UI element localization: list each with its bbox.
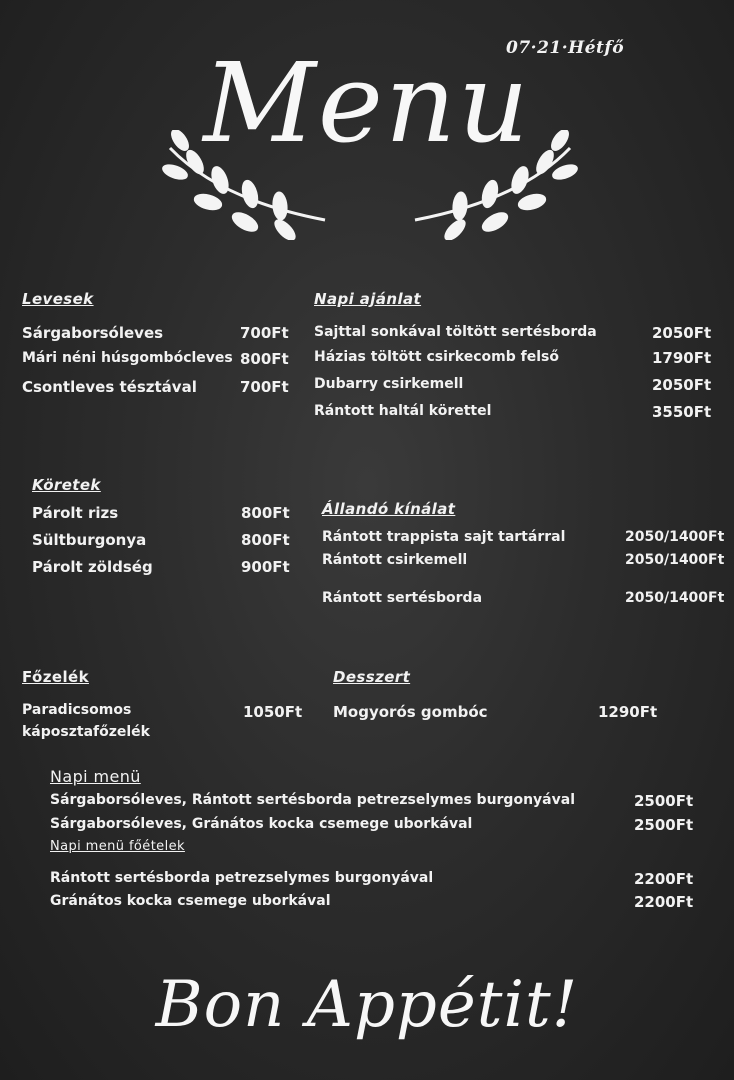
napi-ajanlat-heading: Napi ajánlat: [314, 290, 422, 308]
koretek-item-name: Párolt zöldség: [32, 558, 153, 576]
napi-menu-heading: Napi menü: [50, 767, 141, 786]
levesek-item-name: Mári néni húsgombócleves: [22, 350, 233, 366]
levesek-item-name: Sárgaborsóleves: [22, 324, 164, 342]
napi-menu-foetel-name: Gránátos kocka csemege uborkával: [50, 893, 331, 909]
levesek-item-price: 700Ft: [240, 324, 289, 342]
allando-item-price: 2050/1400Ft: [625, 590, 725, 606]
levesek-item-price: 700Ft: [240, 378, 289, 396]
allando-item-name: Rántott sertésborda: [322, 590, 483, 606]
napi-menu-item-price: 2500Ft: [634, 792, 694, 810]
koretek-item-price: 800Ft: [241, 531, 290, 549]
koretek-heading: Köretek: [32, 476, 101, 494]
levesek-heading: Levesek: [22, 290, 94, 308]
koretek-item-price: 800Ft: [241, 504, 290, 522]
napi-ajanlat-item-name: Sajttal sonkával töltött sertésborda: [314, 324, 597, 340]
napi-ajanlat-item-price: 2050Ft: [652, 376, 712, 394]
koretek-item-name: Párolt rizs: [32, 504, 119, 522]
napi-ajanlat-item-price: 2050Ft: [652, 324, 712, 342]
allando-item-price: 2050/1400Ft: [625, 552, 725, 568]
menu-title: Menu: [203, 39, 531, 167]
desszert-item-price: 1290Ft: [598, 703, 658, 721]
napi-menu-foetelek-heading: Napi menü főételek: [50, 839, 185, 854]
napi-ajanlat-item-name: Dubarry csirkemell: [314, 376, 464, 392]
napi-ajanlat-item-price: 3550Ft: [652, 403, 712, 421]
desszert-item-name: Mogyorós gombóc: [333, 703, 488, 721]
koretek-item-price: 900Ft: [241, 558, 290, 576]
napi-ajanlat-item-name: Rántott haltál körettel: [314, 403, 492, 419]
bon-appetit-footer: Bon Appétit!: [155, 968, 579, 1042]
napi-ajanlat-item-price: 1790Ft: [652, 349, 712, 367]
allando-item-name: Rántott trappista sajt tartárral: [322, 529, 566, 545]
napi-ajanlat-item-name: Házias töltött csirkecomb felső: [314, 349, 559, 365]
laurel-ornament-icon: [160, 130, 580, 240]
levesek-item-price: 800Ft: [240, 350, 289, 368]
menu-date: 07·21·Hétfő: [506, 38, 625, 58]
napi-menu-item-name: Sárgaborsóleves, Gránátos kocka csemege uborkával: [50, 816, 473, 832]
allando-item-name: Rántott csirkemell: [322, 552, 468, 568]
napi-menu-foetel-price: 2200Ft: [634, 870, 694, 888]
fozelek-heading: Főzelék: [22, 668, 89, 686]
napi-menu-foetel-name: Rántott sertésborda petrezselymes burgonyával: [50, 870, 434, 886]
levesek-item-name: Csontleves tésztával: [22, 378, 197, 396]
allando-kinalat-heading: Állandó kínálat: [322, 500, 456, 518]
allando-item-price: 2050/1400Ft: [625, 529, 725, 545]
napi-menu-item-name: Sárgaborsóleves, Rántott sertésborda petrezselymes burgonyával: [50, 792, 575, 808]
fozelek-item-name: Paradicsomos káposztafőzelék: [22, 702, 150, 740]
napi-menu-foetel-price: 2200Ft: [634, 893, 694, 911]
desszert-heading: Desszert: [333, 668, 411, 686]
napi-menu-item-price: 2500Ft: [634, 816, 694, 834]
koretek-item-name: Sültburgonya: [32, 531, 147, 549]
fozelek-item-price: 1050Ft: [243, 703, 303, 721]
